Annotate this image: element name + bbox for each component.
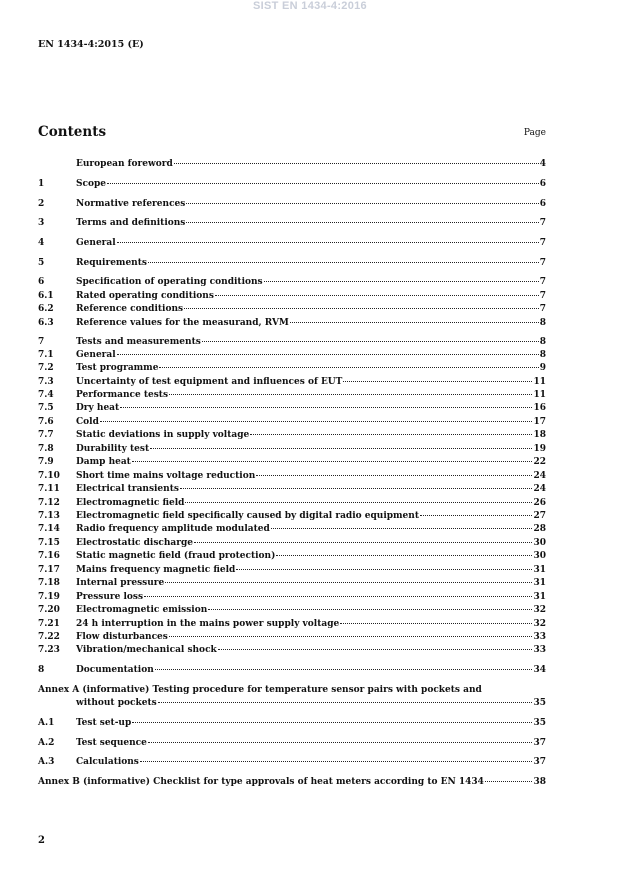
toc-entry[interactable]	[38, 217, 546, 229]
toc-entry-title: Documentation	[76, 665, 154, 675]
toc-entry-title: Normative references	[76, 199, 186, 209]
toc-entry[interactable]	[38, 276, 546, 288]
toc-entry-page: 17	[533, 417, 546, 427]
contents-title: Contents	[38, 124, 107, 140]
toc-entry-number: 8	[38, 665, 45, 675]
toc-entry-title: Terms and definitions	[76, 218, 186, 228]
dot-leader	[290, 322, 539, 323]
toc-entry-title: Electromagnetic emission	[76, 605, 208, 615]
toc-entry-page: 6	[539, 179, 546, 189]
toc-entry-title: Requirements	[76, 258, 147, 268]
toc-entry[interactable]	[38, 158, 546, 170]
toc-entry-title: General	[76, 350, 116, 360]
toc-entry[interactable]	[38, 429, 546, 441]
dot-leader	[148, 742, 533, 743]
toc-entry-page: 32	[533, 605, 546, 615]
toc-entry-title: Uncertainty of test equipment and influences of EUT	[76, 377, 343, 387]
toc-entry[interactable]	[38, 456, 546, 468]
toc-entry-number: 7.11	[38, 484, 60, 494]
toc-entry-number: 7.19	[38, 592, 60, 602]
dot-leader	[174, 163, 539, 164]
dot-leader	[218, 649, 533, 650]
dot-leader	[420, 515, 532, 516]
dot-leader	[155, 669, 533, 670]
dot-leader	[264, 281, 539, 282]
toc-entry-page: 30	[533, 551, 546, 561]
toc-entry-page: 19	[533, 444, 546, 454]
page-column-label: Page	[523, 128, 546, 138]
toc-entry-title: Rated operating conditions	[76, 291, 214, 301]
toc-entry-title: Short time mains voltage reduction	[76, 471, 256, 481]
toc-entry-page: 30	[533, 538, 546, 548]
toc-entry[interactable]	[38, 564, 546, 576]
toc-entry-title: Test sequence	[76, 738, 147, 748]
toc-entry-page: 7	[539, 277, 546, 287]
toc-entry-page: 11	[533, 390, 546, 400]
toc-entry-number: 6	[38, 277, 45, 287]
toc-entry-number: 7.13	[38, 511, 60, 521]
toc-entry-title: Radio frequency amplitude modulated	[76, 524, 270, 534]
toc-entry-title: Static deviations in supply voltage	[76, 430, 250, 440]
dot-leader	[256, 475, 532, 476]
toc-entry-page: 24	[533, 484, 546, 494]
dot-leader	[343, 381, 532, 382]
dot-leader	[132, 461, 533, 462]
toc-entry-number: 7.8	[38, 444, 54, 454]
toc-entry-page: 31	[533, 578, 546, 588]
dot-leader	[186, 203, 538, 204]
page-number: 2	[38, 835, 45, 846]
annex-a-title-continued[interactable]: without pockets 35	[76, 698, 546, 708]
toc-entry-page: 28	[533, 524, 546, 534]
toc-entry-number: 7.5	[38, 403, 54, 413]
dot-leader	[107, 183, 539, 184]
toc-entry-number: 7.4	[38, 390, 54, 400]
watermark: SIST EN 1434-4:2016	[253, 0, 367, 12]
toc-entry-page: 37	[533, 757, 546, 767]
toc-entry-title: Annex B (informative) Checklist for type approvals of heat meters according to EN 1434	[38, 777, 484, 787]
dot-leader	[159, 367, 538, 368]
toc-entry[interactable]	[38, 349, 546, 361]
dot-leader	[132, 722, 532, 723]
toc-entry-number: 2	[38, 199, 45, 209]
toc-entry-number: 6.1	[38, 291, 54, 301]
toc-entry-number: 6.2	[38, 304, 54, 314]
toc-entry-title: Specification of operating conditions	[76, 277, 263, 287]
toc-entry[interactable]	[38, 290, 546, 302]
toc-entry-number: 7.23	[38, 645, 60, 655]
toc-entry-number: 7.2	[38, 363, 54, 373]
toc-entry-number: 7.1	[38, 350, 54, 360]
toc-entry-number: 7.17	[38, 565, 60, 575]
toc-entry[interactable]	[38, 389, 546, 401]
toc-entry[interactable]	[38, 416, 546, 428]
dot-leader	[271, 528, 533, 529]
toc-entry-page: 8	[539, 318, 546, 328]
toc-entry[interactable]	[38, 237, 546, 249]
toc-entry[interactable]	[38, 737, 546, 749]
toc-entry-title: Test set-up	[76, 718, 132, 728]
toc-entry-number: 1	[38, 179, 45, 189]
toc-entry[interactable]	[38, 178, 546, 190]
toc-entry-number: 7.10	[38, 471, 60, 481]
toc-entry-page: 22	[533, 457, 546, 467]
dot-leader	[185, 502, 532, 503]
toc-entry-title: Test programme	[76, 363, 159, 373]
toc-entry-page: 26	[533, 498, 546, 508]
toc-entry-page: 35	[533, 718, 546, 728]
toc-entry-number: 3	[38, 218, 45, 228]
toc-entry-title: General	[76, 238, 116, 248]
toc-entry-number: 7.15	[38, 538, 60, 548]
toc-entry[interactable]	[38, 717, 546, 729]
dot-leader	[165, 582, 532, 583]
dot-leader	[169, 636, 533, 637]
toc-entry-number: A.1	[38, 718, 55, 728]
toc-entry-number: 7.12	[38, 498, 60, 508]
toc-entry-page: 4	[539, 159, 546, 169]
toc-entry[interactable]	[38, 756, 546, 768]
dot-leader	[215, 295, 539, 296]
toc-entry-page: 31	[533, 565, 546, 575]
toc-entry[interactable]	[38, 376, 546, 388]
toc-entry-title: Electrostatic discharge	[76, 538, 194, 548]
toc-entry-number: 6.3	[38, 318, 54, 328]
dot-leader	[140, 761, 533, 762]
toc-entry[interactable]	[38, 470, 546, 482]
dot-leader	[236, 569, 532, 570]
toc-entry-page: 16	[533, 403, 546, 413]
toc-entry[interactable]	[38, 303, 546, 315]
toc-entry-title: 24 h interruption in the mains power supply voltage	[76, 619, 340, 629]
toc-entry-page: 33	[533, 632, 546, 642]
toc-entry-page: 7	[539, 218, 546, 228]
toc-entry-title: Mains frequency magnetic field	[76, 565, 236, 575]
toc-entry-page: 31	[533, 592, 546, 602]
toc-entry-title: Electromagnetic field	[76, 498, 185, 508]
dot-leader	[117, 354, 539, 355]
toc-entry-number: 7.9	[38, 457, 54, 467]
toc-entry[interactable]	[38, 443, 546, 455]
toc-entry-page: 8	[539, 350, 546, 360]
toc-entry[interactable]	[38, 362, 546, 374]
toc-entry-number: 7.14	[38, 524, 60, 534]
toc-entry-number: 7.7	[38, 430, 54, 440]
toc-entry[interactable]	[38, 644, 546, 656]
toc-entry-title: Reference values for the measurand, RVM	[76, 318, 289, 328]
toc-entry-title: Electrical transients	[76, 484, 179, 494]
toc-entry-title: Reference conditions	[76, 304, 184, 314]
toc-entry-page: 24	[533, 471, 546, 481]
toc-entry[interactable]	[38, 523, 546, 535]
dot-leader	[148, 262, 539, 263]
toc-entry-page: 27	[533, 511, 546, 521]
toc-entry-page: 11	[533, 377, 546, 387]
dot-leader	[340, 623, 532, 624]
toc-entry-number: 7.21	[38, 619, 60, 629]
toc-entry[interactable]	[38, 402, 546, 414]
dot-leader	[150, 448, 532, 449]
dot-leader	[158, 702, 533, 703]
toc-entry-title: Calculations	[76, 757, 139, 767]
toc-entry-title: Pressure loss	[76, 592, 144, 602]
toc-entry[interactable]	[38, 537, 546, 549]
toc-entry-title: Scope	[76, 179, 107, 189]
toc-entry-title: Tests and measurements	[76, 337, 201, 347]
dot-leader	[194, 542, 532, 543]
toc-entry-title: Internal pressure	[76, 578, 165, 588]
toc-entry[interactable]	[38, 336, 546, 348]
dot-leader	[120, 407, 532, 408]
toc-entry-title: Flow disturbances	[76, 632, 168, 642]
toc-entry[interactable]	[38, 664, 546, 676]
dot-leader	[485, 781, 533, 782]
toc-entry-title: Dry heat	[76, 403, 120, 413]
toc-entry-number: 7.6	[38, 417, 54, 427]
toc-entry[interactable]	[38, 577, 546, 589]
toc-entry[interactable]	[38, 604, 546, 616]
toc-entry[interactable]	[38, 497, 546, 509]
toc-entry[interactable]	[38, 618, 546, 630]
toc-entry-title: Static magnetic field (fraud protection)	[76, 551, 276, 561]
toc-entry-number: 7.22	[38, 632, 60, 642]
toc-entry[interactable]	[38, 257, 546, 269]
toc-entry-page: 6	[539, 199, 546, 209]
toc-entry-page: 32	[533, 619, 546, 629]
toc-entry[interactable]	[38, 198, 546, 210]
annex-a-title[interactable]: Annex A (informative) Testing procedure for temperature sensor pairs with pockets and	[38, 685, 482, 695]
toc-entry-number: A.2	[38, 738, 55, 748]
dot-leader	[208, 609, 532, 610]
toc-entry-title: European foreword	[76, 159, 173, 169]
toc-entry-number: 7.20	[38, 605, 60, 615]
toc-entry[interactable]	[38, 631, 546, 643]
toc-entry-number: 7.18	[38, 578, 60, 588]
toc-entry-number: 5	[38, 258, 45, 268]
dot-leader	[250, 434, 532, 435]
toc-entry[interactable]	[38, 483, 546, 495]
toc-entry-page: 18	[533, 430, 546, 440]
toc-entry-page: 9	[539, 363, 546, 373]
toc-entry-title: Performance tests	[76, 390, 169, 400]
toc-entry-title: Vibration/mechanical shock	[76, 645, 217, 655]
dot-leader	[276, 555, 532, 556]
toc-entry-number: A.3	[38, 757, 55, 767]
toc-entry-page: 33	[533, 645, 546, 655]
toc-entry-title: Electromagnetic field specifically caused by digital radio equipment	[76, 511, 419, 521]
annex-b-entry[interactable]	[38, 776, 546, 788]
dot-leader	[180, 488, 533, 489]
toc-entry-page: 38	[533, 777, 546, 787]
toc-entry-page: 37	[533, 738, 546, 748]
toc-entry-number: 7.16	[38, 551, 60, 561]
toc-entry-page: 8	[539, 337, 546, 347]
toc-entry[interactable]	[38, 510, 546, 522]
toc-entry-page: 7	[539, 258, 546, 268]
dot-leader	[169, 394, 532, 395]
toc-entry-page: 7	[539, 291, 546, 301]
toc-entry-title: Durability test	[76, 444, 150, 454]
toc-entry-number: 4	[38, 238, 45, 248]
toc-entry-page: 34	[533, 665, 546, 675]
toc-entry[interactable]	[38, 317, 546, 329]
dot-leader	[117, 242, 539, 243]
toc-entry-number: 7	[38, 337, 45, 347]
toc-entry[interactable]	[38, 591, 546, 603]
contents-header	[38, 124, 546, 142]
dot-leader	[144, 596, 532, 597]
dot-leader	[100, 421, 533, 422]
dot-leader	[202, 341, 539, 342]
dot-leader	[186, 222, 538, 223]
toc-entry-page: 7	[539, 304, 546, 314]
toc-entry-title: Damp heat	[76, 457, 131, 467]
toc-entry[interactable]	[38, 550, 546, 562]
toc-entry-number: 7.3	[38, 377, 54, 387]
document-id: EN 1434-4:2015 (E)	[38, 39, 144, 50]
toc-entry-title: Cold	[76, 417, 99, 427]
toc-entry-page: 7	[539, 238, 546, 248]
dot-leader	[184, 308, 539, 309]
